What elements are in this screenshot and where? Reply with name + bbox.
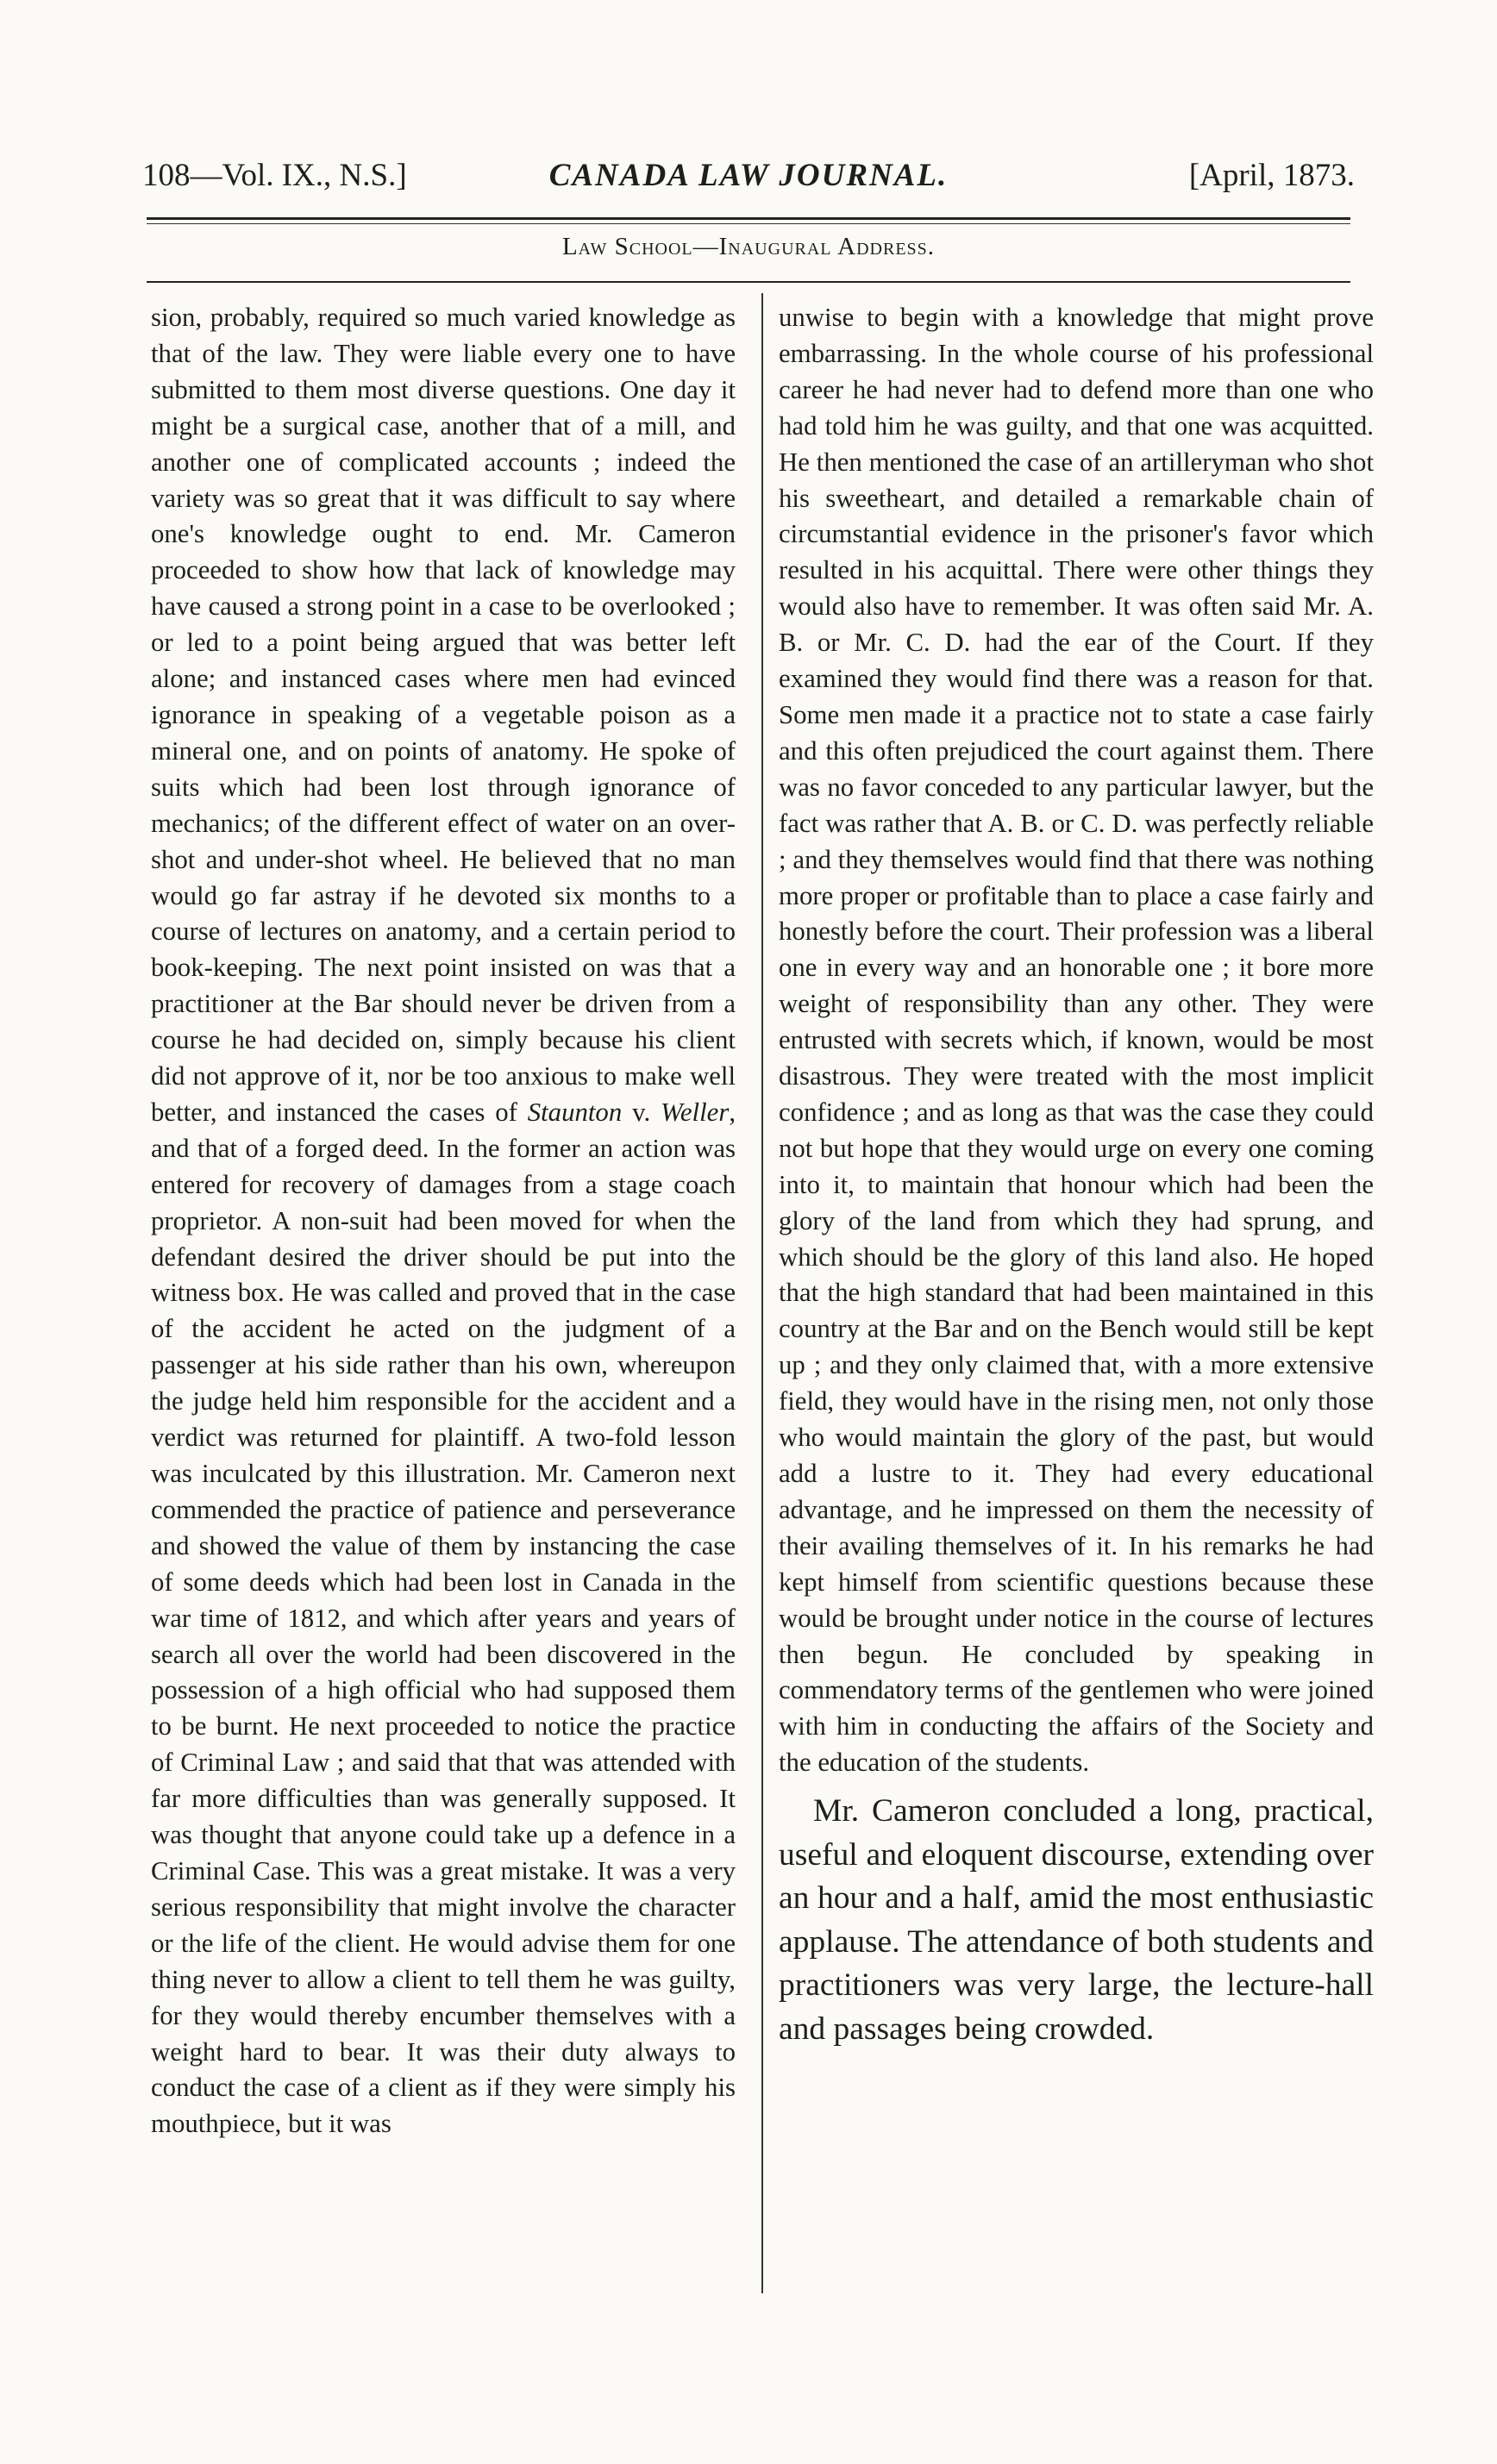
- case-name-weller: Weller: [661, 1097, 730, 1127]
- section-title: Law School—Inaugural Address.: [561, 233, 936, 260]
- journal-title: CANADA LAW JOURNAL.: [548, 158, 949, 193]
- closing-paragraph: Mr. Cameron concluded a long, practical, useful and eloquent discourse, extending over an hour and a half, amid the most enthusiastic applause. The attendance of both students and practitioners was very large, the lecture-hall and passages being crowded.: [779, 1793, 1374, 2047]
- page-header: [142, 157, 1355, 198]
- column-divider: [761, 293, 763, 2293]
- case-versus: v.: [622, 1097, 661, 1127]
- right-column-paragraph: unwise to begin with a knowledge that might prove embarrassing. In the whole course of his professional career he had never had to defend more than one who had told him he was guilty, and that one was acquitted. He then mentioned the case of an artilleryman who shot his sweetheart, and detailed a remarkable chain of circumstantial evidence in the prisoner's favor which resulted in his acquittal. There were other things they would also have to remember. It was often said Mr. A. B. or Mr. C. D. had the ear of the Court. If they examined they would find there was a reason for that. Some men made it a practice not to state a case fairly and this often prejudiced the court against them. There was no favor conceded to any particular lawyer, but the fact was rather that A. B. or C. D. was perfectly reliable ; and they themselves would find that there was nothing more proper or profitable than to place a case fairly and honestly before the court. Their profession was a liberal one in every way and an honorable one ; it bore more weight of responsibility than any other. They were entrusted with secrets which, if known, would be most disastrous. They were treated with the most implicit confidence ; and as long as that was the case they could not but hope that they would urge on every one coming into it, to maintain that honour which had been the glory of the land from which they had sprung, and which should be the glory of this land also. He hoped that the high standard that had been maintained in this country at the Bar and on the Bench would still be kept up ; and they only claimed that, with a more extensive field, they would have in the rising men, not only those who would maintain the glory of the past, but would add a lustre to it. They had every educational advantage, and he impressed on them the necessity of their availing themselves of it. In his remarks he had kept himself from scientific questions because these would be brought under notice in the course of lectures then begun. He concluded by speaking in commendatory terms of the gentlemen who were joined with him in conducting the affairs of the Society and the education of the students.: [779, 303, 1374, 1778]
- left-text-part-1: sion, probably, required so much varied knowledge as that of the law. They were liable every one to have submitted to them most diverse questions. One day it might be a surgical case, another that of a mill, and another one of complicated accounts ; indeed the variety was so great that it was difficult to say where one's knowledge ought to end. Mr. Cameron proceeded to show how that lack of knowledge may have caused a strong point in a case to be overlooked ; or led to a point being argued that was better left alone; and instanced cases where men had evinced ignorance in speaking of a vegetable poison as a mineral one, and on points of anatomy. He spoke of suits which had been lost through ignorance of mechanics; of the different effect of water on an over-shot and under-shot wheel. He believed that no man would go far astray if he devoted six months to a course of lectures on anatomy, and a certain period to book-keeping. The next point insisted on was that a practitioner at the Bar should never be driven from a course he had decided on, simply because his client did not approve of it, nor be too anxious to make well better, and instanced the cases of: [151, 303, 736, 1127]
- header-rule-thin: [147, 223, 1350, 224]
- left-text-part-2: , and that of a forged deed. In the former an action was entered for recovery of damages from a stage coach proprietor. A non-suit had been moved for when the defendant desired the driver should be put into the witness box. He was called and proved that in the case of the accident he acted on the judgment of a passenger at his side rather than his own, whereupon the judge held him responsible for the accident and a verdict was returned for plaintiff. A two-fold lesson was inculcated by this illustration. Mr. Cameron next commended the practice of patience and perseverance and showed the value of them by instancing the case of some deeds which had been lost in Canada in the war time of 1812, and which after years and years of search all over the world had been discovered in the possession of a high official who had supposed them to be burnt. He next proceeded to notice the practice of Criminal Law ; and said that that was attended with far more difficulties than was generally supposed. It was thought that anyone could take up a defence in a Criminal Case. This was a great mistake. It was a very serious responsibility that might involve the character or the life of the client. He would advise them for one thing never to allow a client to tell them he was guilty, for they would thereby encumber themselves with a weight hard to bear. It was their duty always to conduct the case of a client as if they were simply his mouthpiece, but it was: [151, 1097, 736, 2139]
- header-rule: [147, 217, 1350, 220]
- right-column: [779, 300, 1374, 2051]
- left-column: [151, 300, 736, 2142]
- left-column-paragraph: [151, 300, 736, 2142]
- case-name-staunton: Staunton: [527, 1097, 623, 1127]
- issue-date: [April, 1873.: [1188, 158, 1355, 193]
- section-rule: [147, 281, 1350, 283]
- page-reference: 108—Vol. IX., N.S.]: [142, 158, 407, 193]
